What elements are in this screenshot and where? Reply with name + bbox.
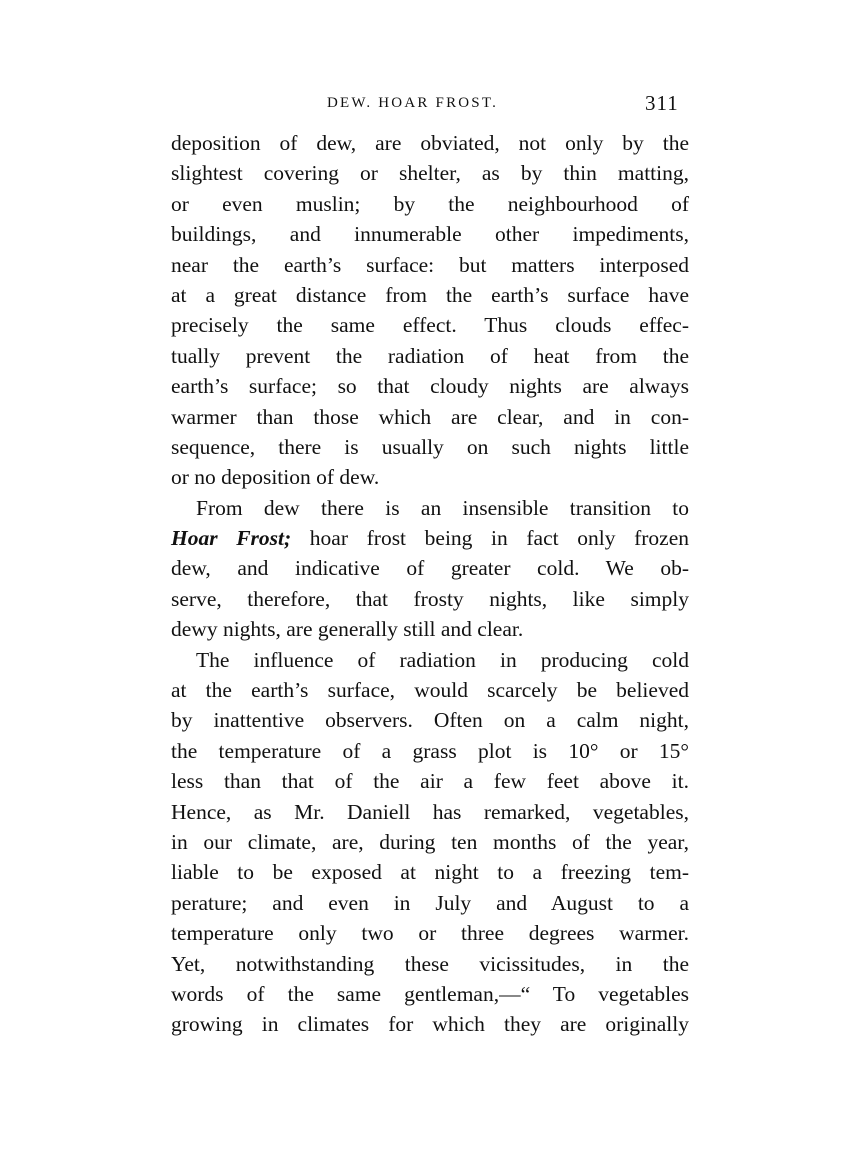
text-line: temperature only two or three degrees warmer.	[171, 921, 689, 946]
text-line: warmer than those which are clear, and in con-	[171, 404, 689, 429]
paragraph-first-line: The influence of radiation in producing cold	[196, 647, 689, 672]
text-line: earth’s surface; so that cloudy nights are always	[171, 374, 689, 399]
running-head-title: DEW. HOAR FROST.	[327, 95, 499, 111]
text-line: at a great distance from the earth’s surface have	[171, 282, 689, 307]
text-line: words of the same gentleman,—“ To vegetables	[171, 981, 689, 1006]
text-line: precisely the same effect. Thus clouds effec-	[171, 313, 689, 338]
text-line: growing in climates for which they are originally	[171, 1012, 689, 1037]
text-line: in our climate, are, during ten months of the year,	[171, 829, 689, 854]
text-line: dewy nights, are generally still and clear.	[171, 617, 524, 642]
text-line: less than that of the air a few feet above it.	[171, 769, 689, 794]
text-line: Hence, as Mr. Daniell has remarked, vegetables,	[171, 799, 689, 824]
text-line: buildings, and innumerable other impediments,	[171, 222, 689, 247]
text-line: by inattentive observers. Often on a calm night,	[171, 708, 689, 733]
text-line	[171, 523, 689, 553]
page-number: 311	[645, 91, 679, 115]
text-line: sequence, there is usually on such nights little	[171, 434, 689, 459]
text-line: Yet, notwithstanding these vicissitudes, in the	[171, 951, 689, 976]
text-line: the temperature of a grass plot is 10° or 15°	[171, 738, 689, 763]
text-line: deposition of dew, are obviated, not only by the	[171, 131, 689, 155]
text-line: dew, and indicative of greater cold. We ob-	[171, 556, 689, 581]
text-line: at the earth’s surface, would scarcely be believed	[171, 678, 689, 703]
text-line: near the earth’s surface: but matters interposed	[171, 252, 689, 277]
italic-term: Hoar Frost;	[171, 526, 292, 551]
text-line: liable to be exposed at night to a freezing tem-	[171, 860, 689, 885]
paragraph-first-line: From dew there is an insensible transition to	[196, 495, 689, 520]
text-line: or even muslin; by the neighbourhood of	[171, 191, 689, 216]
text-line: or no deposition of dew.	[171, 465, 380, 490]
text-line: serve, therefore, that frosty nights, like simply	[171, 586, 689, 611]
running-head	[0, 91, 850, 117]
text-line: perature; and even in July and August to a	[171, 890, 689, 915]
body-text	[171, 128, 689, 1040]
text-line: slightest covering or shelter, as by thin matting,	[171, 161, 689, 186]
text-line-rest: hoar frost being in fact only frozen	[291, 526, 689, 551]
text-line: tually prevent the radiation of heat from the	[171, 343, 689, 368]
